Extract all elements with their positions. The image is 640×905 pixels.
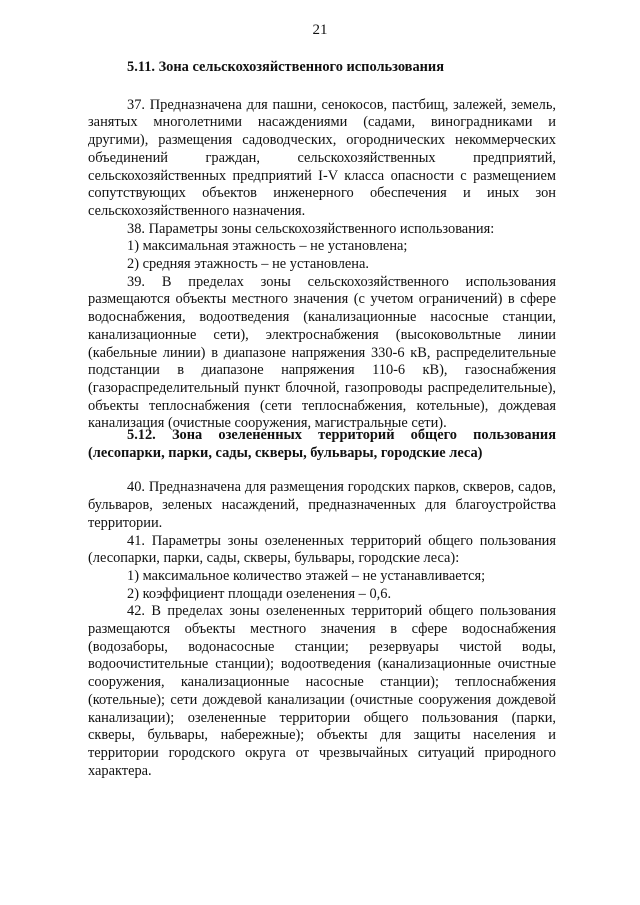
paragraph-40: 40. Предназначена для размещения городских парков, скверов, садов, бульваров, зеленых насаждений, предназначенных для благоустройства территории. — [88, 479, 556, 531]
paragraph-39: 39. В пределах зоны сельскохозяйственного использования размещаются объекты местного значения (с учетом ограничений) в сфере водоснабжения, водоотведения (канализационные насосные станции, канализационные сети), электроснабжения (высоковольтные линии (кабельные линии) в диапазоне напряжения 330-6 кВ, распределительные подстанции в диапазоне напряжения 110-6 кВ), газоснабжения (газораспределительный пункт блочной, газопроводы распределительные), объекты теплоснабжения (сети теплоснабжения, котельные), дождевая канализация (очистные сооружения, магистральные сети). — [88, 273, 556, 432]
section-5-11 — [88, 59, 556, 433]
section-heading-line-1: 5.12. Зона озелененных территорий общего пользования — [127, 427, 556, 443]
paragraph-42: 42. В пределах зоны озелененных территорий общего пользования размещаются объекты местного значения в сфере водоснабжения (водозаборы, водонасосные станции; резервуары чистой воды, водоочистительные станции); водоотведения (канализационные очистные сооружения, канализационные насосные станции); теплоснабжения (котельные); сети дождевой канализации (очистные сооружения дождевой канализации); озелененные территории общего пользования (парки, скверы, бульвары, набережные); объекты для защиты населения и территории городского округа от чрезвычайных ситуаций природного характера. — [88, 603, 556, 779]
list-item: 2) средняя этажность – не установлена. — [127, 256, 369, 273]
list-item: 2) коэффициент площади озеленения – 0,6. — [127, 585, 392, 602]
section-5-12 — [88, 427, 556, 780]
section-heading: 5.11. Зона сельскохозяйственного использования — [127, 59, 445, 75]
section-heading-line-2: (лесопарки, парки, сады, скверы, бульвары, городские леса) — [88, 444, 483, 461]
page-number: 21 — [312, 22, 328, 38]
paragraph-41: 41. Параметры зоны озелененных территорий общего пользования (лесопарки, парки, сады, скверы, бульвары, городские леса): — [88, 532, 556, 567]
section-heading — [88, 427, 556, 462]
list-item: 1) максимальная этажность – не установлена; — [127, 238, 408, 255]
paragraph-38: 38. Параметры зоны сельскохозяйственного использования: — [127, 220, 495, 237]
list-item: 1) максимальное количество этажей – не устанавливается; — [127, 567, 486, 584]
paragraph-37: 37. Предназначена для пашни, сенокосов, пастбищ, залежей, земель, занятых многолетними насаждениями (садами, виноградниками и другими), размещения садоводческих, огороднических некоммерческих объединений граждан, сельскохозяйственных предприятий, сельскохозяйственных предприятий I-V класса опасности с размещением сопутствующих объектов инженерного обеспечения и иных зон сельскохозяйственного назначения. — [88, 96, 556, 219]
